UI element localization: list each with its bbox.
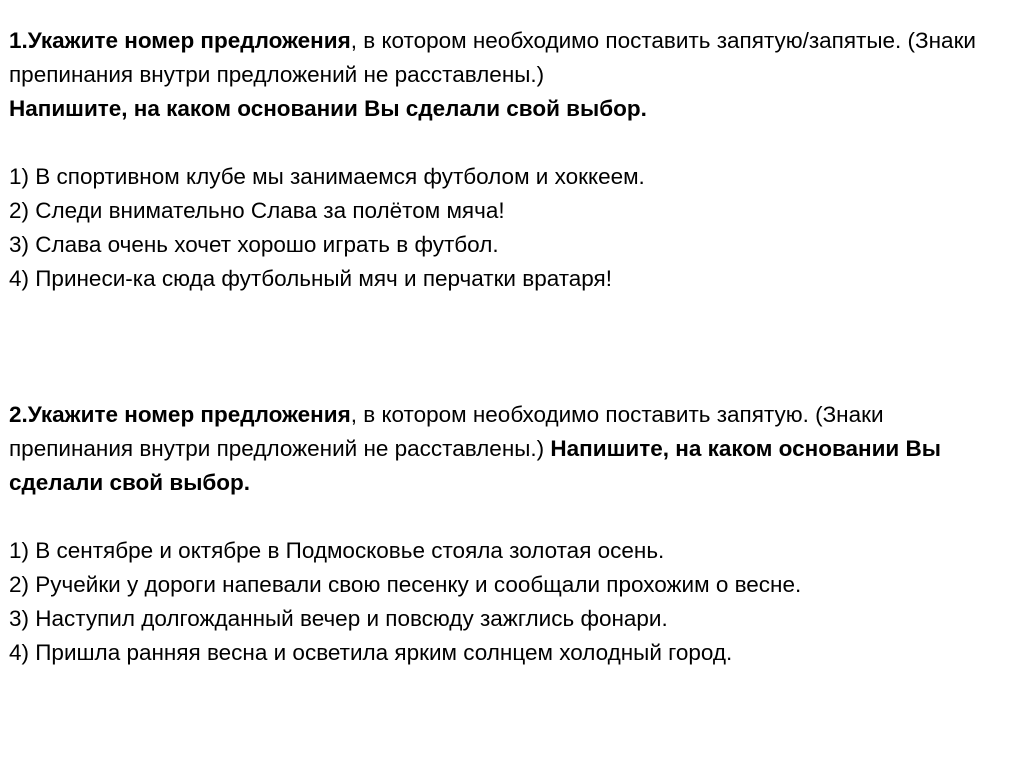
task-1 [9, 24, 999, 296]
task-1-options [9, 160, 999, 296]
task-2-options [9, 534, 999, 670]
task-1-question: Напишите, на каком основании Вы сделали свой выбор. [9, 96, 647, 121]
task-2-title: 2.Укажите номер предложения [9, 402, 351, 427]
task-2-question: Напишите, на каком основании Вы сделали свой выбор. [9, 436, 941, 495]
task-1-option-2: 2) Следи внимательно Слава за полётом мяча! [9, 198, 505, 223]
task-1-title: 1.Укажите номер предложения [9, 28, 351, 53]
task-2-option-2: 2) Ручейки у дороги напевали свою песенку и сообщали прохожим о весне. [9, 572, 802, 597]
task-2-option-1: 1) В сентябре и октябре в Подмосковье стояла золотая осень. [9, 538, 665, 563]
task-1-prompt [9, 24, 999, 126]
task-2-option-3: 3) Наступил долгожданный вечер и повсюду зажглись фонари. [9, 606, 668, 631]
task-1-option-1: 1) В спортивном клубе мы занимаемся футболом и хоккеем. [9, 164, 645, 189]
task-2-prompt [9, 398, 999, 500]
task-1-option-3: 3) Слава очень хочет хорошо играть в футбол. [9, 232, 499, 257]
task-1-option-4: 4) Принеси-ка сюда футбольный мяч и перчатки вратаря! [9, 266, 612, 291]
task-2-instruction: , в котором необходимо поставить запятую. (Знаки препинания внутри предложений не расставлены.) [9, 402, 884, 461]
task-2 [9, 398, 999, 670]
task-1-instruction: , в котором необходимо поставить запятую/запятые. (Знаки препинания внутри предложений не расставлены.) [9, 28, 976, 87]
task-2-option-4: 4) Пришла ранняя весна и осветила ярким солнцем холодный город. [9, 640, 733, 665]
